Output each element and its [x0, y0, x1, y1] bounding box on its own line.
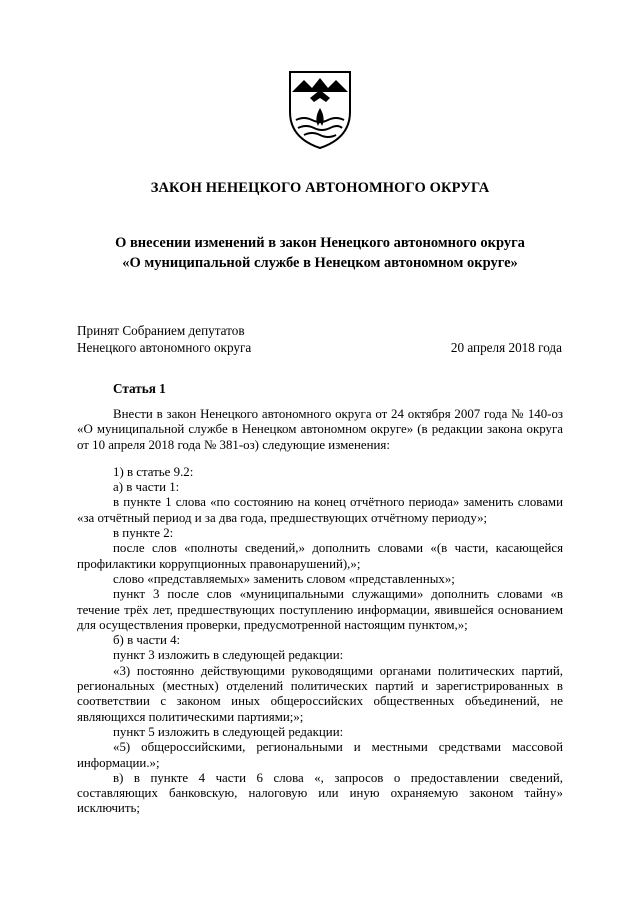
paragraph: Внести в закон Ненецкого автономного округа от 24 октября 2007 года № 140-оз «О муниципальной службе в Ненецком автономном округе» (в редакции закона округа от 10 апреля 2018 года № 381-оз) следующие изменения: — [77, 407, 563, 452]
paragraph: пункт 3 после слов «муниципальными служащими» дополнить словами «в течение трёх лет, предшествующих поступлению информации, явившейся основанием для осуществления проверки, предусмотренной настоящим пунктом,»; — [77, 587, 563, 632]
paragraph: пункт 5 изложить в следующей редакции: — [113, 724, 344, 739]
paragraph: в пункте 2: — [113, 526, 174, 541]
paragraph: 1) в статье 9.2: — [113, 464, 194, 479]
paragraph: б) в части 4: — [113, 633, 181, 648]
adoption-line-1: Принят Собранием депутатов — [77, 323, 245, 338]
law-subject — [0, 233, 640, 273]
adoption-body — [77, 322, 251, 356]
paragraph: «3) постоянно действующими руководящими органами политических партий, региональных (местных) отделений политических партий и зарегистрированных в соответствии с законом иных общероссийских общественных объединений, не являющихся политическими партиями;»; — [77, 663, 563, 724]
adoption-date: 20 апреля 2018 года — [450, 340, 562, 355]
article-heading: Статья 1 — [113, 381, 166, 396]
paragraph: в пункте 1 слова «по состоянию на конец отчётного периода» заменить словами «за отчётный период и за два года, предшествующих отчётному периоду»; — [77, 495, 563, 525]
paragraph: после слов «полноты сведений,» дополнить словами «(в части, касающейся профилактики коррупционных правонарушений),»; — [77, 541, 563, 571]
paragraph: «5) общероссийскими, региональными и местными средствами массовой информации.»; — [77, 740, 563, 770]
law-subject-line-1: О внесении изменений в закон Ненецкого автономного округа — [115, 235, 525, 251]
paragraph: слово «представляемых» заменить словом «представленных»; — [113, 571, 455, 586]
coat-of-arms-emblem — [284, 68, 356, 150]
paragraph: а) в части 1: — [113, 480, 180, 495]
law-subject-line-2: «О муниципальной службе в Ненецком автономном округе» — [122, 255, 518, 271]
article-body — [77, 407, 563, 817]
paragraph: в) в пункте 4 части 6 слова «, запросов о предоставлении сведений, составляющих банковскую, налоговую или иную охраняемую законом тайну» исключить; — [77, 770, 563, 816]
adoption-line-2: Ненецкого автономного округа — [77, 340, 252, 355]
law-title: ЗАКОН НЕНЕЦКОГО АВТОНОМНОГО ОКРУГА — [150, 180, 490, 196]
paragraph: пункт 3 изложить в следующей редакции: — [113, 648, 344, 663]
